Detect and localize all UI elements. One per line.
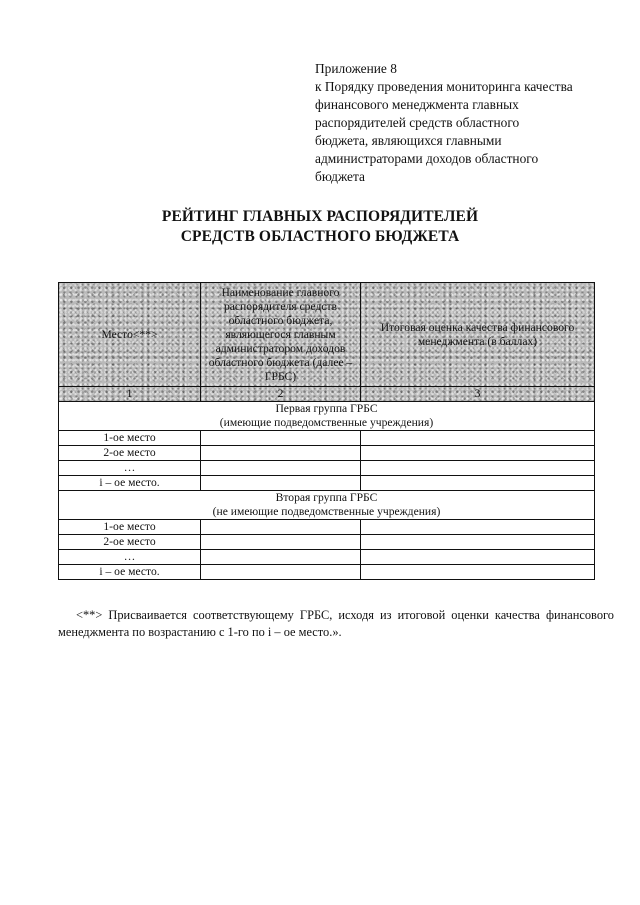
grbs-name-cell: [201, 550, 361, 565]
appendix-line: бюджета, являющихся главными: [315, 133, 502, 148]
table-row: [59, 431, 595, 446]
place-cell: 2-ое место: [59, 446, 201, 461]
group-subtitle-line: (не имеющие подведомственные учреждения): [212, 505, 441, 518]
header-grbs-name: Наименование главного распорядителя средств областного бюджета, являющегося главным администратором доходов областного бюджета (далее – ГРБС): [201, 283, 361, 387]
grbs-name-cell: [201, 520, 361, 535]
grbs-name-cell: [201, 431, 361, 446]
place-cell: 1-ое место: [59, 431, 201, 446]
table-row: [59, 535, 595, 550]
grbs-name-cell: [201, 446, 361, 461]
column-number: 3: [361, 387, 595, 402]
table-row: [59, 565, 595, 580]
column-number: 1: [59, 387, 201, 402]
group-title-line: Вторая группа ГРБС: [275, 491, 378, 504]
appendix-line: бюджета: [315, 169, 365, 184]
rating-table: [58, 282, 595, 580]
appendix-block: [315, 60, 615, 186]
appendix-line: распорядителей средств областного: [315, 115, 520, 130]
group-title-line: Первая группа ГРБС: [275, 402, 378, 415]
score-cell: [361, 535, 595, 550]
table-row: [59, 476, 595, 491]
header-place: Место<**>: [59, 283, 201, 387]
column-number: 2: [201, 387, 361, 402]
group-title: [59, 402, 595, 431]
title-line-1: РЕЙТИНГ ГЛАВНЫХ РАСПОРЯДИТЕЛЕЙ: [161, 208, 479, 225]
table-row: [59, 461, 595, 476]
group-header-row: [59, 491, 595, 520]
title-line-2: СРЕДСТВ ОБЛАСТНОГО БЮДЖЕТА: [180, 228, 460, 245]
table-header-row: [59, 283, 595, 387]
score-cell: [361, 520, 595, 535]
table-row: [59, 520, 595, 535]
score-cell: [361, 446, 595, 461]
score-cell: [361, 550, 595, 565]
grbs-name-cell: [201, 535, 361, 550]
table-row: [59, 550, 595, 565]
place-cell: 2-ое место: [59, 535, 201, 550]
table-row: [59, 446, 595, 461]
place-cell: i – ое место.: [59, 565, 201, 580]
footnote: <**> Присваивается соответствующему ГРБС, исходя из итоговой оценки качества финансового менеджмента по возрастанию с 1-го по i – ое место.».: [58, 608, 614, 639]
place-cell: …: [59, 550, 201, 565]
appendix-title: Приложение 8: [315, 61, 397, 76]
appendix-line: администраторами доходов областного: [315, 151, 539, 166]
score-cell: [361, 565, 595, 580]
score-cell: [361, 461, 595, 476]
grbs-name-cell: [201, 461, 361, 476]
header-score: Итоговая оценка качества финансового менеджмента (в баллах): [361, 283, 595, 387]
score-cell: [361, 431, 595, 446]
score-cell: [361, 476, 595, 491]
group-subtitle-line: (имеющие подведомственные учреждения): [219, 416, 434, 429]
group-title: [59, 491, 595, 520]
place-cell: i – ое место.: [59, 476, 201, 491]
document-title: [0, 207, 640, 247]
grbs-name-cell: [201, 476, 361, 491]
group-header-row: [59, 402, 595, 431]
place-cell: 1-ое место: [59, 520, 201, 535]
appendix-line: к Порядку проведения мониторинга качества: [315, 79, 573, 94]
grbs-name-cell: [201, 565, 361, 580]
column-number-row: [59, 387, 595, 402]
place-cell: …: [59, 461, 201, 476]
appendix-line: финансового менеджмента главных: [315, 97, 519, 112]
